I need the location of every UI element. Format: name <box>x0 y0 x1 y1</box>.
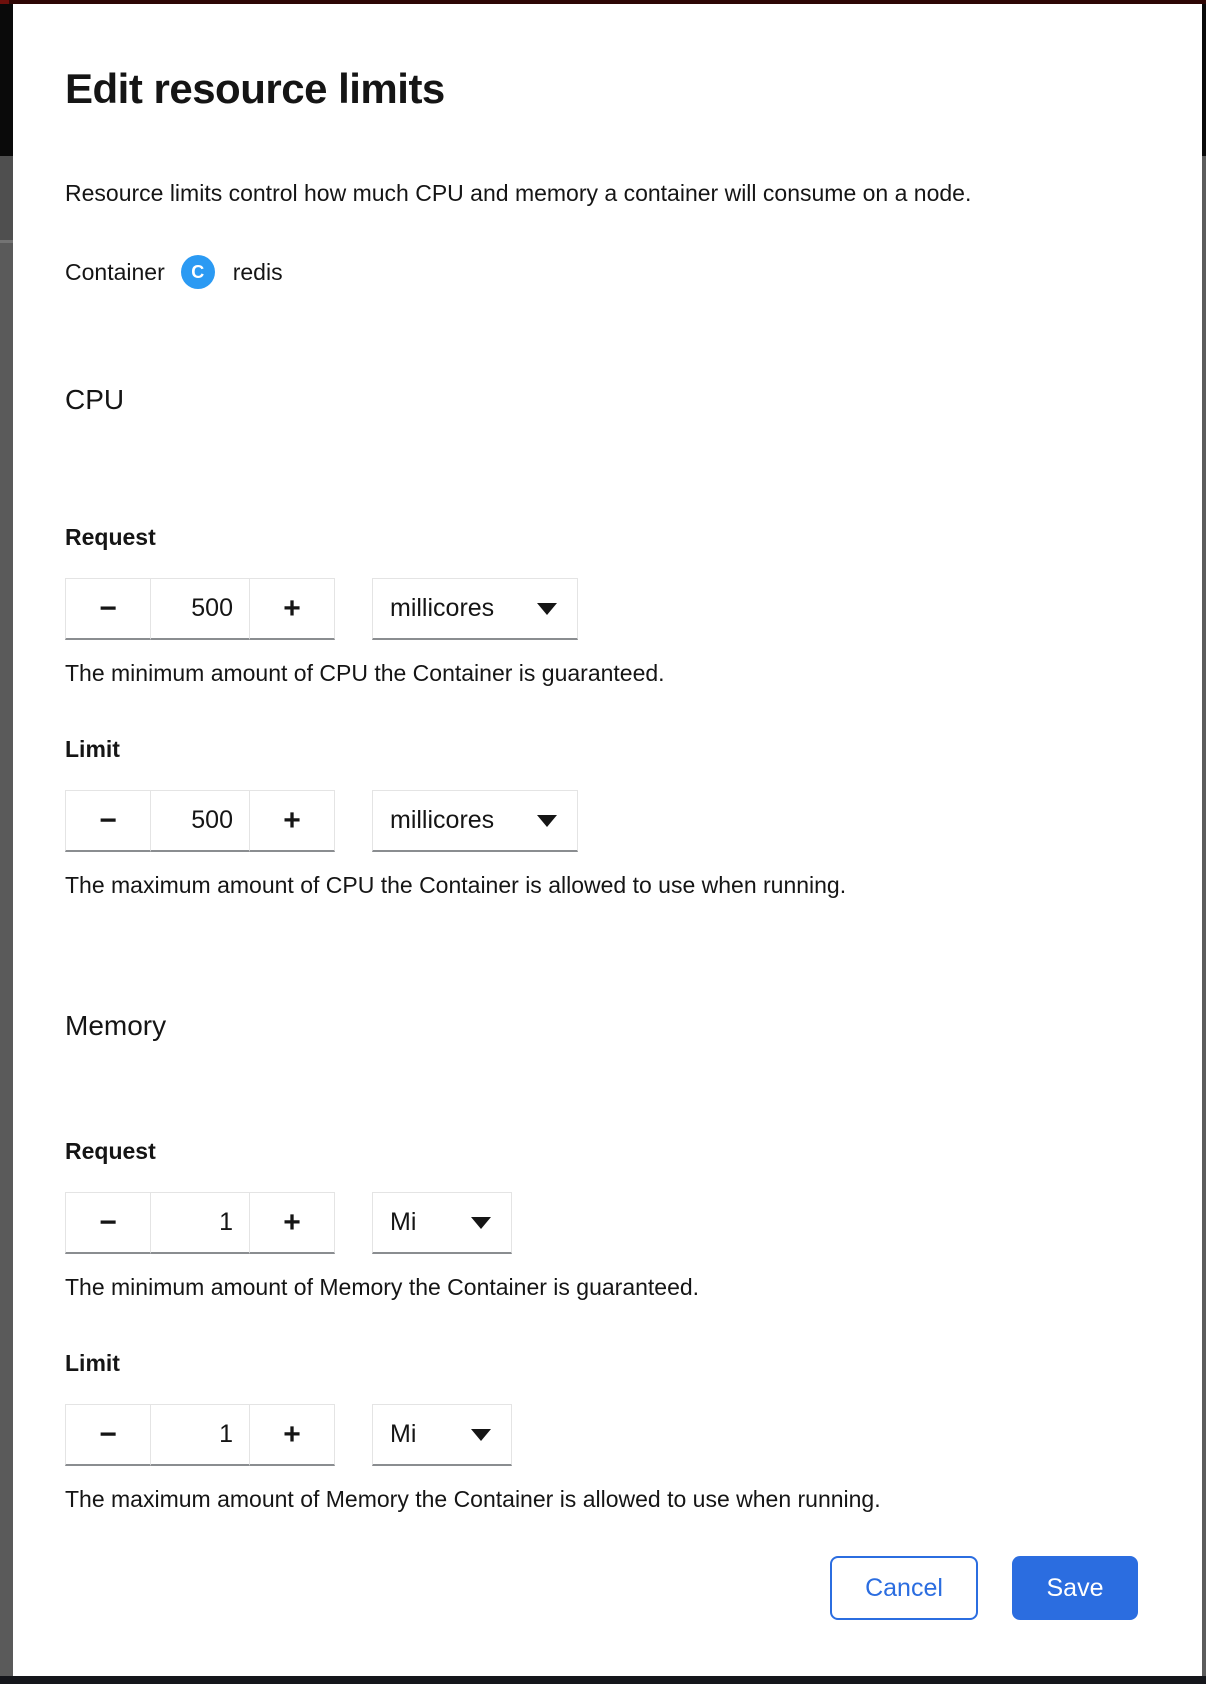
minus-button[interactable]: − <box>65 1404 151 1466</box>
backdrop-left-strip-gray-upper <box>0 156 13 240</box>
cpu-limit-label: Limit <box>65 736 120 762</box>
section-heading-cpu: CPU <box>65 384 125 415</box>
backdrop-right-strip-dark <box>1202 4 1206 156</box>
save-button[interactable]: Save <box>1012 1556 1138 1620</box>
container-name: redis <box>232 258 283 285</box>
backdrop-left-strip-dark <box>0 4 13 156</box>
memory-limit-number-input <box>65 1404 335 1466</box>
memory-limit-controls <box>65 1404 1138 1466</box>
memory-request-label: Request <box>65 1138 156 1164</box>
cpu-limit-number-input <box>65 790 335 852</box>
backdrop-top-strip <box>0 0 1206 4</box>
memory-limit-help-text: The maximum amount of Memory the Container is allowed to use when running. <box>65 1486 881 1512</box>
cpu-request-number-input <box>65 578 335 640</box>
memory-limit-unit-select[interactable] <box>372 1404 512 1466</box>
minus-button[interactable]: − <box>65 790 151 852</box>
cpu-limit-unit-select[interactable] <box>372 790 578 852</box>
plus-button[interactable]: + <box>249 790 335 852</box>
cpu-limit-controls <box>65 790 1138 852</box>
memory-limit-label: Limit <box>65 1350 120 1376</box>
unit-select-value: Mi <box>390 1420 417 1448</box>
plus-button[interactable]: + <box>249 1192 335 1254</box>
container-badge-icon: C <box>181 255 215 289</box>
container-label: Container <box>65 258 165 285</box>
minus-button[interactable]: − <box>65 578 151 640</box>
cpu-limit-value-input[interactable] <box>150 790 250 852</box>
caret-down-icon <box>471 1429 491 1441</box>
cpu-request-label: Request <box>65 524 156 550</box>
memory-request-number-input <box>65 1192 335 1254</box>
backdrop-right-strip-gray <box>1202 156 1206 1676</box>
minus-button[interactable]: − <box>65 1192 151 1254</box>
cpu-limit-help-text: The maximum amount of CPU the Container is allowed to use when running. <box>65 872 847 898</box>
plus-button[interactable]: + <box>249 1404 335 1466</box>
cpu-request-unit-select[interactable] <box>372 578 578 640</box>
unit-select-value: millicores <box>390 806 495 834</box>
memory-limit-value-input[interactable] <box>150 1404 250 1466</box>
backdrop-bottom-strip <box>0 1676 1206 1684</box>
edit-resource-limits-modal <box>13 4 1201 1676</box>
memory-request-value-input[interactable] <box>150 1192 250 1254</box>
caret-down-icon <box>537 603 557 615</box>
memory-request-unit-select[interactable] <box>372 1192 512 1254</box>
modal-title: Edit resource limits <box>65 65 445 112</box>
plus-button[interactable]: + <box>249 578 335 640</box>
modal-description: Resource limits control how much CPU and memory a container will consume on a node. <box>65 180 972 206</box>
section-heading-memory: Memory <box>65 1010 167 1041</box>
cancel-button[interactable]: Cancel <box>830 1556 978 1620</box>
unit-select-value: Mi <box>390 1208 417 1236</box>
cpu-request-value-input[interactable] <box>150 578 250 640</box>
container-row <box>65 254 1138 290</box>
caret-down-icon <box>537 815 557 827</box>
modal-footer <box>65 1556 1138 1620</box>
memory-request-controls <box>65 1192 1138 1254</box>
unit-select-value: millicores <box>390 594 495 622</box>
cpu-request-help-text: The minimum amount of CPU the Container is guaranteed. <box>65 660 665 686</box>
memory-request-help-text: The minimum amount of Memory the Container is guaranteed. <box>65 1274 700 1300</box>
caret-down-icon <box>471 1217 491 1229</box>
cpu-request-controls <box>65 578 1138 640</box>
backdrop-left-strip-gray-lower <box>0 243 13 1676</box>
